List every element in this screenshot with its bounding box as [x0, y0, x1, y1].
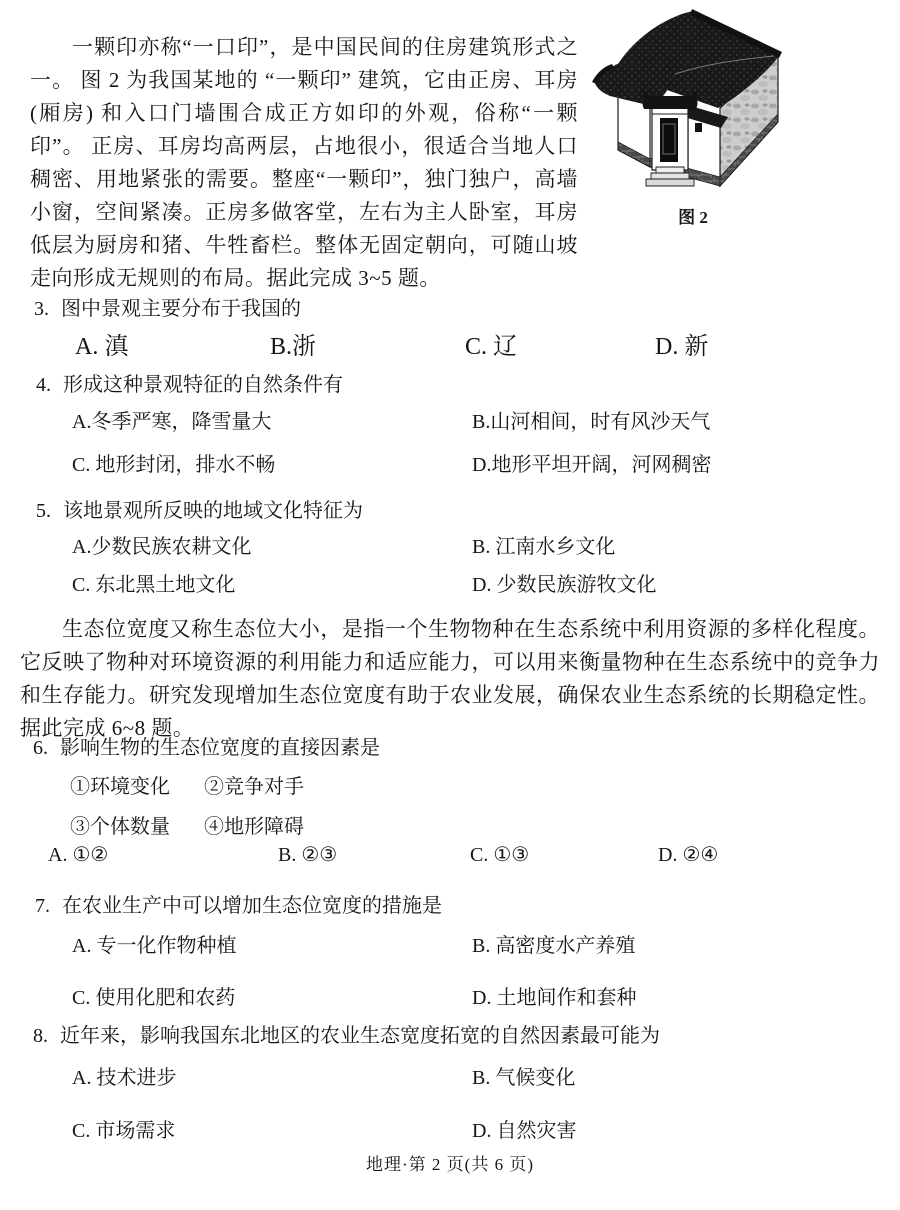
option-3c: C. 辽 — [465, 334, 518, 360]
subitem-1: ①环境变化 — [70, 776, 170, 798]
figure-2 — [588, 4, 798, 228]
option-3a: A. 滇 — [75, 334, 129, 360]
option-7b: B. 高密度水产养殖 — [472, 935, 636, 957]
option-7d: D. 土地间作和套种 — [472, 987, 637, 1009]
question-4-stem: 形成这种景观特征的自然条件有 — [63, 374, 343, 396]
option-8b: B. 气候变化 — [472, 1067, 576, 1089]
question-7 — [35, 889, 442, 918]
question-6 — [33, 731, 380, 760]
question-6-options — [48, 842, 718, 867]
option-5a: A.少数民族农耕文化 — [72, 536, 252, 558]
one-seal-house-illustration — [588, 4, 798, 194]
option-6c: C. ①③ — [470, 844, 530, 866]
option-5d: D. 少数民族游牧文化 — [472, 574, 657, 596]
question-4 — [36, 368, 343, 397]
subitem-4: ④地形障碍 — [204, 816, 304, 838]
subitem-3: ③个体数量 — [70, 816, 170, 838]
question-6-subitems-row2 — [70, 810, 338, 839]
question-5-number: 5. — [36, 500, 51, 522]
page-footer: 地理·第 2 页(共 6 页) — [366, 1155, 534, 1174]
question-6-number: 6. — [33, 737, 48, 759]
question-7-options — [72, 931, 636, 1013]
option-8a: A. 技术进步 — [72, 1067, 177, 1089]
option-7c: C. 使用化肥和农药 — [72, 987, 236, 1009]
question-4-number: 4. — [36, 374, 51, 396]
question-5-options — [72, 532, 656, 600]
question-8-number: 8. — [33, 1025, 48, 1047]
option-6a: A. ①② — [48, 844, 109, 866]
question-3 — [34, 292, 301, 321]
option-4c: C. 地形封闭，排水不畅 — [72, 454, 276, 476]
question-6-subitems-row1 — [70, 770, 338, 799]
question-3-options — [75, 326, 708, 361]
option-3d: D. 新 — [655, 334, 709, 360]
intro-paragraph-niche-width: 生态位宽度又称生态位大小，是指一个生物物种在生态系统中利用资源的多样化程度。它反映了物种对环境资源的利用能力和适应能力，可以用来衡量物种在生态系统中的竞争力和生存能力。研究发现增加生态位宽度有助于农业发展，确保农业生态系统的长期稳定性。据此完成 6~8 题。 — [20, 617, 880, 740]
option-6b: B. ②③ — [278, 844, 338, 866]
option-4d: D.地形平坦开阔，河网稠密 — [472, 454, 712, 476]
option-4a: A.冬季严寒，降雪量大 — [72, 411, 272, 433]
figure-2-caption: 图 2 — [678, 208, 708, 227]
question-3-stem: 图中景观主要分布于我国的 — [61, 298, 301, 320]
option-8d: D. 自然灾害 — [472, 1120, 577, 1142]
option-3b: B.浙 — [270, 334, 317, 360]
intro-paragraph-one-seal: 一颗印亦称“一口印”，是中国民间的住房建筑形式之一。 图 2 为我国某地的 “一颗印” 建筑，它由正房、耳房(厢房) 和入口门墙围合成正方如印的外观，俗称“一颗印”。 正房、耳房均高两层，占地很小，很适合当地人口稠密、用地紧张的需要。整座“一颗印”，独门独户，高墙小窗，空间紧凑。正房多做客堂，左右为主人卧室，耳房低层为厨房和猪、牛牲畜栏。整体无固定朝向，可随山坡走向形成无规则的布局。据此完成 3~5 题。 — [30, 35, 578, 290]
option-8c: C. 市场需求 — [72, 1120, 176, 1142]
option-4b: B.山河相间，时有风沙天气 — [472, 411, 711, 433]
question-6-stem: 影响生物的生态位宽度的直接因素是 — [60, 737, 380, 759]
question-5-stem: 该地景观所反映的地域文化特征为 — [63, 500, 363, 522]
subitem-2: ②竞争对手 — [204, 776, 304, 798]
question-8-stem: 近年来，影响我国东北地区的农业生态宽度拓宽的自然因素最可能为 — [60, 1025, 660, 1047]
option-5b: B. 江南水乡文化 — [472, 536, 616, 558]
option-7a: A. 专一化作物种植 — [72, 935, 237, 957]
question-8 — [33, 1019, 660, 1048]
question-7-stem: 在农业生产中可以增加生态位宽度的措施是 — [62, 895, 442, 917]
question-3-number: 3. — [34, 298, 49, 320]
question-8-options — [72, 1063, 576, 1146]
question-4-options — [72, 407, 711, 480]
option-6d: D. ②④ — [658, 844, 719, 866]
option-5c: C. 东北黑土地文化 — [72, 574, 236, 596]
question-7-number: 7. — [35, 895, 50, 917]
question-5 — [36, 494, 363, 523]
